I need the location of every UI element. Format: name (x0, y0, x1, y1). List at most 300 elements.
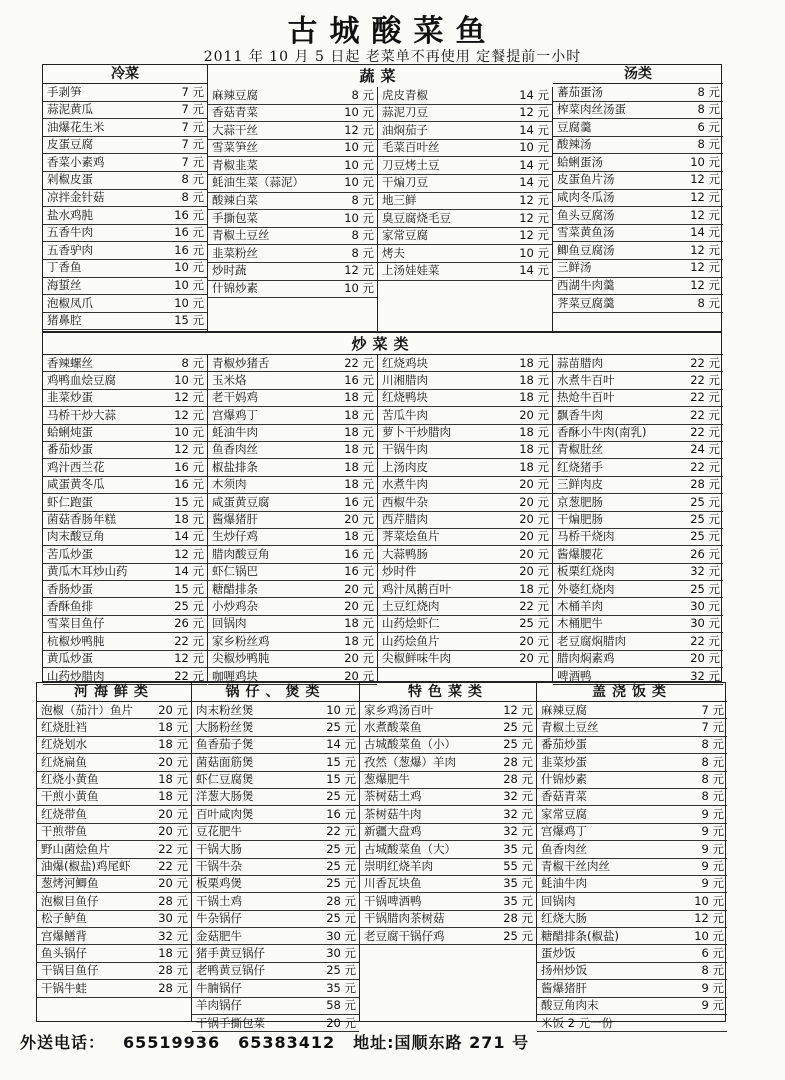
menu-item-name: 家乡鸡汤百叶 (364, 702, 433, 717)
menu-column-3 (378, 355, 553, 681)
menu-item-name: 尖椒鲜味牛肉 (382, 651, 451, 666)
menu-item (192, 998, 359, 1015)
menu-item (192, 719, 359, 736)
menu-item-price: 25 元 (690, 512, 720, 527)
menu-item-price: 20 元 (158, 702, 188, 717)
menu-item (537, 824, 727, 841)
menu-item-name: 鱼头豆腐汤 (557, 207, 615, 222)
menu-item-name: 家乡粉丝鸡 (212, 633, 270, 648)
menu-item-price: 10 元 (174, 425, 204, 440)
menu-item-price: 25 元 (690, 494, 720, 509)
menu-item-name: 孜然（葱爆）羊肉 (364, 754, 456, 769)
menu-item-price: 32 元 (503, 789, 533, 804)
menu-item-name: 酱爆猪肝 (212, 512, 258, 527)
menu-item-price: 12 元 (690, 207, 720, 222)
menu-item-name: 韭菜炒蛋 (541, 754, 587, 769)
menu-item (208, 512, 377, 529)
menu-item-name: 香酥鱼排 (47, 598, 93, 613)
menu-item (208, 245, 377, 263)
menu-item-name: 咸肉冬瓜汤 (557, 190, 615, 205)
menu-item-name: 板栗鸡煲 (196, 876, 242, 891)
menu-item (378, 263, 552, 281)
menu-item-name: 鸡汁西兰花 (47, 459, 105, 474)
address: 地址:国顺东路 271 号 (353, 1033, 530, 1052)
menu-item-price: 7 元 (181, 137, 204, 152)
menu-item-name: 雪菜黄鱼汤 (557, 225, 615, 240)
menu-item (37, 841, 191, 858)
menu-item-name: 蚝油牛肉 (541, 876, 587, 891)
menu-item-price: 9 元 (701, 980, 724, 995)
menu-item-price: 10 元 (519, 140, 549, 155)
menu-item-price: 32 元 (690, 668, 720, 683)
menu-item-name: 木桶肥牛 (557, 616, 603, 631)
menu-item (553, 459, 723, 476)
menu-item-name: 川香瓦块鱼 (364, 876, 422, 891)
menu-item (43, 278, 207, 296)
menu-item (537, 841, 727, 858)
menu-item (37, 945, 191, 962)
menu-item (192, 824, 359, 841)
menu-item (378, 616, 552, 633)
section-band-title: 蔬菜 (359, 67, 402, 85)
menu-item (378, 122, 552, 140)
menu-item (553, 425, 723, 442)
menu-item (378, 372, 552, 389)
phone-2: 65383412 (238, 1033, 336, 1052)
menu-item-name: 干煎带鱼 (41, 824, 87, 839)
menu-item (208, 459, 377, 476)
menu-item (553, 207, 723, 225)
menu-item-name: 杭椒炒鸭肫 (47, 633, 105, 648)
menu-item (43, 137, 207, 155)
menu-item-price: 18 元 (344, 407, 374, 422)
menu-item (208, 616, 377, 633)
menu-item (192, 702, 359, 719)
menu-item (378, 245, 552, 263)
menu-item-name: 鱼头锅仔 (41, 945, 87, 960)
menu-item-price: 25 元 (503, 737, 533, 752)
menu-item-name: 家常豆腐 (382, 228, 428, 243)
menu-item-name: 豆花肥牛 (196, 824, 242, 839)
menu-item (208, 529, 377, 546)
menu-item (553, 442, 723, 459)
menu-item (37, 772, 191, 789)
menu-item-name: 宫爆鸡丁 (212, 407, 258, 422)
menu-item-price: 20 元 (158, 806, 188, 821)
menu-item-name: 新疆大盘鸡 (364, 824, 422, 839)
menu-item-name: 香酥小牛肉(南乳) (557, 425, 647, 440)
menu-item-name: 老鸭黄豆锅仔 (196, 963, 265, 978)
menu-item (208, 390, 377, 407)
menu-item-name: 松子鲈鱼 (41, 911, 87, 926)
menu-item-name: 五香牛肉 (47, 225, 93, 240)
menu-item (360, 841, 536, 858)
menu-item-price: 32 元 (158, 928, 188, 943)
menu-item-name: 老豆腐干锅仔鸡 (364, 928, 445, 943)
menu-item (378, 529, 552, 546)
menu-item-price: 14 元 (519, 87, 549, 102)
menu-item-price: 12 元 (690, 172, 720, 187)
menu-item-name: 苦瓜牛肉 (382, 407, 428, 422)
menu-item-price: 32 元 (503, 806, 533, 821)
menu-item-price: 10 元 (344, 175, 374, 190)
menu-item-name: 老豆腐焖腊肉 (557, 633, 626, 648)
menu-item (37, 876, 191, 893)
menu-item-price: 35 元 (503, 841, 533, 856)
menu-item (208, 477, 377, 494)
menu-item (360, 876, 536, 893)
menu-item (192, 945, 359, 962)
menu-item (208, 598, 377, 615)
menu-item-price: 10 元 (694, 893, 724, 908)
menu-item-name: 青椒土豆丝 (212, 228, 270, 243)
menu-item-name: 红烧小黄鱼 (41, 772, 99, 787)
menu-item-name: 臭豆腐烧毛豆 (382, 210, 451, 225)
menu-item (208, 355, 377, 372)
menu-item (208, 228, 377, 246)
menu-item (43, 407, 207, 424)
menu-item-price: 12 元 (694, 911, 724, 926)
menu-item-name: 干锅啤酒鸭 (364, 893, 422, 908)
menu-item-price: 15 元 (174, 581, 204, 596)
menu-item (553, 102, 723, 120)
menu-item-name: 椒盐排条 (212, 459, 258, 474)
menu-item (553, 529, 723, 546)
menu-item-price: 18 元 (344, 616, 374, 631)
menu-item-name: 苦瓜炒蛋 (47, 546, 93, 561)
menu-item (37, 824, 191, 841)
menu-item (378, 425, 552, 442)
menu-item (37, 911, 191, 928)
menu-item-price: 12 元 (519, 228, 549, 243)
menu-item (43, 207, 207, 225)
menu-item (378, 512, 552, 529)
menu-item-name: 番茄炒蛋 (47, 442, 93, 457)
menu-item-price: 26 元 (174, 616, 204, 631)
menu-item-name: 回锅肉 (541, 893, 576, 908)
menu-item-name: 鲫鱼豆腐汤 (557, 242, 615, 257)
menu-item (43, 425, 207, 442)
menu-item (553, 372, 723, 389)
menu-item (37, 859, 191, 876)
menu-item (192, 772, 359, 789)
menu-item-price: 30 元 (326, 928, 356, 943)
menu-item (192, 737, 359, 754)
menu-item-price: 18 元 (344, 633, 374, 648)
section-top (42, 64, 722, 332)
menu-item (378, 355, 552, 372)
menu-item-price: 18 元 (519, 355, 549, 370)
menu-item-name: 五香驴肉 (47, 242, 93, 257)
column-header: 冷菜 (43, 65, 207, 84)
menu-item-price: 20 元 (519, 529, 549, 544)
menu-item (192, 754, 359, 771)
menu-item-price: 28 元 (158, 980, 188, 995)
column-header: 汤类 (553, 65, 723, 84)
menu-item (553, 84, 723, 102)
menu-item-price: 18 元 (344, 477, 374, 492)
menu-item-price: 20 元 (519, 651, 549, 666)
menu-item (553, 651, 723, 668)
menu-item (537, 754, 727, 771)
menu-item-name: 刀豆烤土豆 (382, 157, 440, 172)
menu-item-name: 番茄炒蛋 (541, 737, 587, 752)
menu-item-name: 马桥干烧肉 (557, 529, 615, 544)
section-stir-fry (42, 332, 722, 682)
menu-item-price: 8 元 (701, 737, 724, 752)
menu-item-price: 20 元 (326, 1015, 356, 1030)
menu-item-price: 22 元 (690, 425, 720, 440)
menu-item (378, 494, 552, 511)
menu-item-name: 西湖牛肉羹 (557, 278, 615, 293)
menu-column-4 (553, 355, 723, 681)
column-header: 河海鲜类 (37, 683, 191, 702)
menu-item-name: 干锅手撕包菜 (196, 1015, 265, 1030)
menu-item (378, 564, 552, 581)
menu-item-price: 20 元 (344, 651, 374, 666)
menu-item (43, 372, 207, 389)
menu-item-price: 10 元 (690, 154, 720, 169)
menu-item (208, 651, 377, 668)
section-bottom (36, 682, 726, 1030)
menu-item-name: 油爆花生米 (47, 119, 105, 134)
menu-item-name: 红烧划水 (41, 737, 87, 752)
menu-item (537, 702, 727, 719)
menu-item (43, 260, 207, 278)
menu-item (360, 911, 536, 928)
menu-item-price: 20 元 (690, 651, 720, 666)
menu-item (43, 313, 207, 331)
menu-item-name: 黄瓜木耳炒山药 (47, 564, 128, 579)
menu-item-price: 28 元 (503, 754, 533, 769)
menu-item-name: 酱爆腰花 (557, 546, 603, 561)
menu-item (378, 140, 552, 158)
menu-item-name: 山药烩鱼片 (382, 633, 440, 648)
menu-item (37, 963, 191, 980)
menu-item-price: 12 元 (519, 193, 549, 208)
menu-item-price: 25 元 (690, 529, 720, 544)
menu-item-price: 18 元 (344, 459, 374, 474)
menu-item (360, 806, 536, 823)
menu-column-3 (360, 683, 537, 1021)
menu-item-name: 猪手黄豆锅仔 (196, 945, 265, 960)
menu-item-name: 蒜泥黄瓜 (47, 102, 93, 117)
menu-item (208, 372, 377, 389)
menu-item-name: 古城酸菜鱼（小） (364, 737, 456, 752)
menu-item-price: 14 元 (519, 157, 549, 172)
menu-item (37, 806, 191, 823)
menu-item-price: 9 元 (701, 876, 724, 891)
menu-item-price: 14 元 (519, 122, 549, 137)
menu-item (43, 546, 207, 563)
menu-item (37, 789, 191, 806)
menu-item (360, 928, 536, 945)
menu-item-price: 22 元 (519, 598, 549, 613)
menu-item (537, 772, 727, 789)
menu-item-name: 茶树菇牛肉 (364, 806, 422, 821)
menu-item-price: 10 元 (344, 105, 374, 120)
menu-item-name: 三鲜肉皮 (557, 477, 603, 492)
menu-item-price: 10 元 (174, 260, 204, 275)
menu-item (553, 407, 723, 424)
menu-item-price: 8 元 (701, 789, 724, 804)
menu-item-name: 炒时件 (382, 564, 417, 579)
menu-item (537, 980, 727, 997)
menu-item-name: 青椒肚丝 (557, 442, 603, 457)
menu-column-2 (208, 355, 378, 681)
menu-item-name: 小炒鸡杂 (212, 598, 258, 613)
menu-item-price: 18 元 (519, 372, 549, 387)
menu-item-price: 15 元 (174, 494, 204, 509)
menu-item-price: 25 元 (690, 581, 720, 596)
menu-item (43, 651, 207, 668)
menu-column-2 (192, 683, 360, 1030)
menu-item (378, 175, 552, 193)
menu-item-price: 18 元 (519, 425, 549, 440)
menu-item-price: 16 元 (326, 806, 356, 821)
menu-item-price: 10 元 (326, 702, 356, 717)
menu-item-price: 12 元 (344, 122, 374, 137)
menu-item-name: 鱼香肉丝 (212, 442, 258, 457)
menu-item-price: 12 元 (519, 105, 549, 120)
menu-item (208, 633, 377, 650)
menu-item (208, 87, 377, 105)
menu-item-price: 8 元 (697, 295, 720, 310)
menu-item-name: 泡椒（茄汁）鱼片 (41, 702, 133, 717)
menu-item (208, 494, 377, 511)
menu-item (208, 105, 377, 123)
menu-item (43, 477, 207, 494)
menu-item-price: 28 元 (158, 963, 188, 978)
menu-item-name: 蒜苗腊肉 (557, 355, 603, 370)
menu-item-name: 葱烤河鲫鱼 (41, 876, 99, 891)
menu-item-name: 手剥笋 (47, 84, 82, 99)
menu-item-price: 16 元 (344, 372, 374, 387)
menu-item (43, 154, 207, 172)
menu-item-price: 22 元 (174, 668, 204, 683)
menu-item-price: 9 元 (701, 806, 724, 821)
menu-item (360, 719, 536, 736)
menu-item-name: 飘香牛肉 (557, 407, 603, 422)
menu-item (553, 616, 723, 633)
menu-item-name: 虎皮青椒 (382, 87, 428, 102)
menu-item-name: 红烧鸡块 (382, 355, 428, 370)
column-header: 特色菜类 (360, 683, 536, 702)
menu-item-name: 虾仁跑蛋 (47, 494, 93, 509)
menu-item-name: 什锦炒素 (541, 772, 587, 787)
menu-item (192, 928, 359, 945)
menu-item-price: 15 元 (326, 772, 356, 787)
menu-item (553, 278, 723, 296)
menu-item-price: 9 元 (701, 998, 724, 1013)
menu-item-name: 韭菜粉丝 (212, 245, 258, 260)
menu-item-price: 18 元 (344, 529, 374, 544)
menu-item-price: 22 元 (690, 633, 720, 648)
menu-item-price: 9 元 (701, 824, 724, 839)
menu-item-price: 58 元 (326, 998, 356, 1013)
menu-item-price: 8 元 (351, 193, 374, 208)
menu-item (553, 154, 723, 172)
menu-item (537, 911, 727, 928)
menu-item (537, 737, 727, 754)
menu-item-price: 8 元 (697, 137, 720, 152)
menu-item (192, 876, 359, 893)
menu-item-price: 55 元 (503, 859, 533, 874)
menu-item-name: 土豆红烧肉 (382, 598, 440, 613)
menu-subtitle: 2011 年 10 月 5 日起 老菜单不再使用 定餐提前一小时 (203, 49, 582, 65)
menu-item-price: 10 元 (694, 928, 724, 943)
menu-item-name: 上汤娃娃菜 (382, 263, 440, 278)
menu-item (378, 477, 552, 494)
menu-item-price: 16 元 (174, 207, 204, 222)
menu-item-price: 9 元 (701, 841, 724, 856)
menu-item-name: 马桥干炒大蒜 (47, 407, 116, 422)
menu-item (208, 425, 377, 442)
menu-item-price: 14 元 (690, 225, 720, 240)
menu-item-name: 黄瓜炒蛋 (47, 651, 93, 666)
menu-item-name: 肉末酸豆角 (47, 529, 105, 544)
menu-item-name: 香菜小素鸡 (47, 154, 105, 169)
menu-item-name: 蛋炒饭 (541, 945, 576, 960)
menu-item-price: 16 元 (174, 477, 204, 492)
menu-item (208, 407, 377, 424)
menu-item-name: 野山菌烩鱼片 (41, 841, 110, 856)
menu-item-name: 手撕包菜 (212, 210, 258, 225)
menu-item-price: 8 元 (181, 355, 204, 370)
menu-item (192, 980, 359, 997)
menu-item-price: 8 元 (697, 84, 720, 99)
menu-item-price: 16 元 (174, 242, 204, 257)
menu-item-price: 10 元 (344, 140, 374, 155)
menu-item (537, 998, 727, 1015)
menu-item-name: 荠菜烩鱼片 (382, 529, 440, 544)
menu-item-price: 16 元 (174, 225, 204, 240)
menu-item-name: 皮蛋豆腐 (47, 137, 93, 152)
menu-item-name: 蚝油生菜（蒜泥） (212, 175, 304, 190)
menu-item (378, 407, 552, 424)
menu-item-price: 28 元 (326, 893, 356, 908)
menu-item-name: 扬州炒饭 (541, 963, 587, 978)
menu-item-price: 18 元 (158, 737, 188, 752)
menu-item-name: 干锅目鱼仔 (41, 963, 99, 978)
menu-item-name: 酸辣白菜 (212, 193, 258, 208)
menu-item-name: 丁香鱼 (47, 260, 82, 275)
menu-item-name: 外婆红烧肉 (557, 581, 615, 596)
menu-item-name: 青椒土豆丝 (541, 719, 599, 734)
menu-item-price: 22 元 (690, 390, 720, 405)
column-header: 盖浇饭类 (537, 683, 727, 702)
menu-item (378, 87, 552, 105)
menu-item-name: 古城酸菜鱼（大） (364, 841, 456, 856)
menu-item-price: 12 元 (174, 442, 204, 457)
menu-item-name: 酱爆猪肝 (541, 980, 587, 995)
menu-item (553, 390, 723, 407)
menu-item-price: 30 元 (690, 598, 720, 613)
menu-item-price: 14 元 (519, 175, 549, 190)
menu-item-price: 7 元 (181, 84, 204, 99)
menu-item-price: 25 元 (326, 841, 356, 856)
menu-item-price: 20 元 (519, 633, 549, 648)
menu-item (43, 442, 207, 459)
menu-item-price: 10 元 (519, 245, 549, 260)
menu-column-3 (378, 87, 553, 331)
menu-item (192, 893, 359, 910)
menu-item-name: 泡椒目鱼仔 (41, 893, 99, 908)
menu-item (553, 137, 723, 155)
menu-item-name: 大肠粉丝煲 (196, 719, 254, 734)
menu-item-price: 12 元 (174, 651, 204, 666)
menu-item-price: 7 元 (181, 154, 204, 169)
